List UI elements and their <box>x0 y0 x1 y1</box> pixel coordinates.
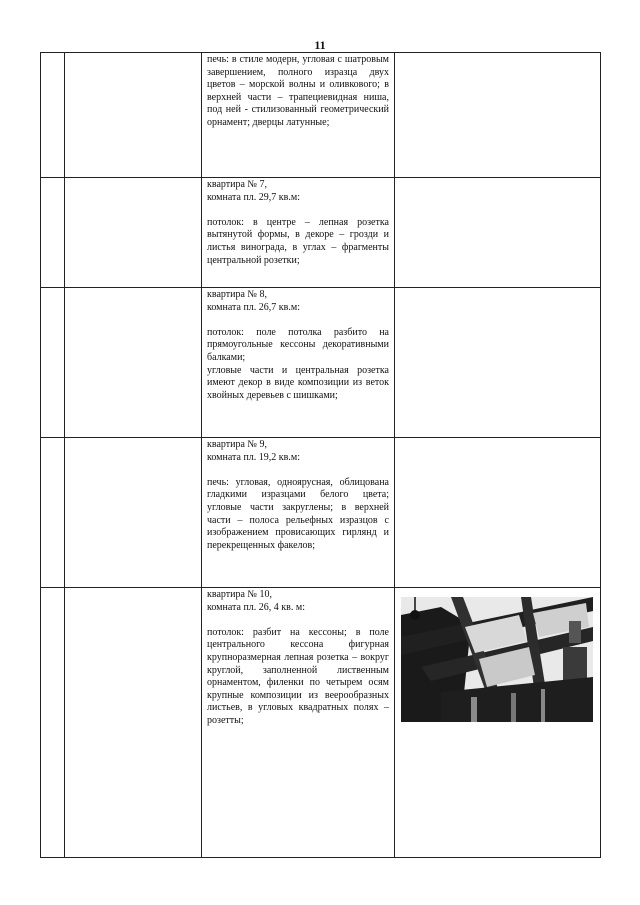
ceiling-photo-image <box>401 597 593 722</box>
room-label: комната пл. 19,2 кв.м: <box>207 451 300 463</box>
index-cell <box>41 438 65 588</box>
description-paragraph: печь: угловая, одноярусная, облицована гладкими изразцами белого цвета; угловые части закруглены; в верхней части – полоса рельефных изразцов с изображением провисающих гирлянд и перекрещенных факелов; <box>207 476 389 551</box>
room-label: комната пл. 26,7 кв.м: <box>207 301 300 313</box>
description-paragraph: печь: в стиле модерн, угловая с шатровым завершением, полного изразца двух цветов – морской волны и оливкового; в верхней части – трапециевидная ниша, под ней - стилизованный геометрический орнамент; дверцы латунные; <box>207 54 389 128</box>
name-cell <box>65 438 202 588</box>
name-cell <box>65 288 202 438</box>
name-cell <box>65 588 202 858</box>
apartment-label: квартира № 9, <box>207 439 267 450</box>
apartment-label: квартира № 10, <box>207 589 272 600</box>
name-cell <box>65 178 202 288</box>
index-cell <box>41 178 65 288</box>
photo-cell <box>395 438 601 588</box>
description-cell <box>202 53 395 178</box>
photo-cell <box>395 288 601 438</box>
table-row <box>41 288 601 438</box>
description-paragraph: потолок: разбит на кессоны; в поле центрального кессона фигурная крупноразмерная лепная розетка – вокруг круглой, заполненной лиственным орнаментом, филенки по четырем осям крупные композиции из веерообразных листьев, в угловых квадратных полях – розетты; <box>207 626 389 726</box>
room-label: комната пл. 26, 4 кв. м: <box>207 601 305 613</box>
page-number: 11 <box>314 38 326 52</box>
name-cell <box>65 53 202 178</box>
table-row <box>41 588 601 858</box>
description-paragraph: потолок: поле потолка разбито на прямоугольные кессоны декоративными балками; <box>207 326 389 363</box>
apartment-label: квартира № 8, <box>207 289 267 300</box>
description-cell <box>202 288 395 438</box>
room-label: комната пл. 29,7 кв.м: <box>207 191 300 203</box>
index-cell <box>41 288 65 438</box>
description-cell <box>202 438 395 588</box>
table-row <box>41 178 601 288</box>
photo-cell <box>395 53 601 178</box>
index-cell <box>41 53 65 178</box>
description-paragraph: угловые части и центральная розетка имеют декор в виде композиции из веток хвойных деревьев с шишками; <box>207 364 389 401</box>
photo-cell <box>395 178 601 288</box>
description-paragraph: потолок: в центре – лепная розетка вытянутой формы, в декоре – грозди и листья винограда, в углах – фрагменты центральной розетки; <box>207 216 389 266</box>
apartment-label: квартира № 7, <box>207 179 267 190</box>
index-cell <box>41 588 65 858</box>
ceiling-photo <box>401 597 593 722</box>
monument-table <box>40 52 601 858</box>
table-row <box>41 438 601 588</box>
table-row <box>41 53 601 178</box>
photo-cell <box>395 588 601 858</box>
description-cell <box>202 588 395 858</box>
description-cell <box>202 178 395 288</box>
